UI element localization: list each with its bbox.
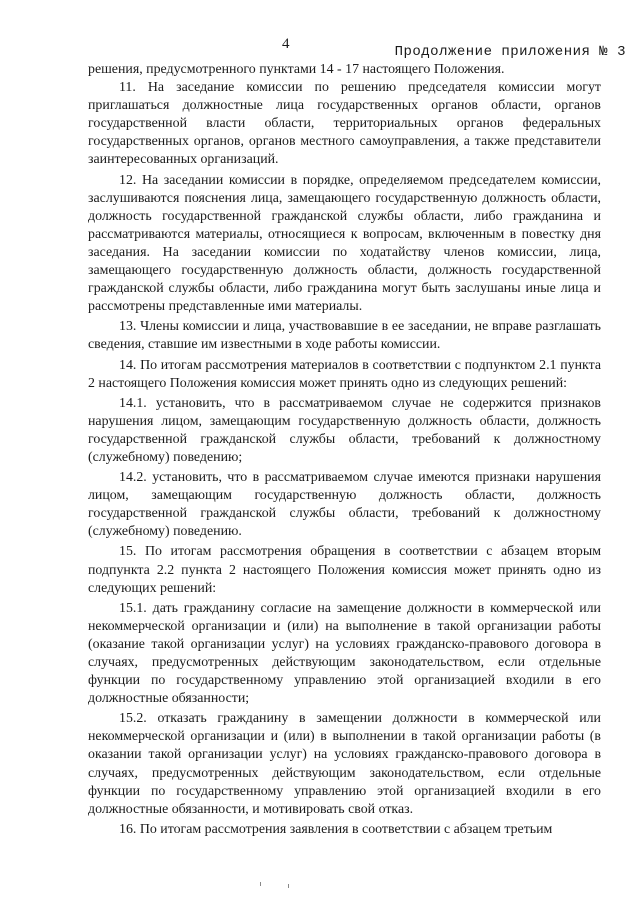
- paragraph-14-2: 14.2. установить, что в рассматриваемом случае имеются признаки нарушения лицом, замещающим государственную должность области, должность государственной гражданской службы области, требований к должностному (служебному) поведению.: [88, 470, 601, 540]
- document-body: [88, 61, 601, 839]
- paragraph-14: 14. По итогам рассмотрения материалов в соответствии с подпунктом 2.1 пункта 2 настоящего Положения комиссия может принять одно из следующих решений:: [88, 357, 601, 391]
- paragraph-15-2: 15.2. отказать гражданину в замещении должности в коммерческой или некоммерческой организации и (или) в выполнении в такой организации работы (в оказании такой организации услуг) на условиях гражданско-правового договора в случаях, предусмотренных действующим законодательством, если отдельные функции по государственному управлению этой организацией входили в его должностные обязанности, и мотивировать свой отказ.: [88, 711, 601, 817]
- paragraph-13: 13. Члены комиссии и лица, участвовавшие в ее заседании, не вправе разглашать сведения, ставшие им известными в ходе работы комиссии.: [88, 319, 601, 353]
- paragraph-11: 11. На заседание комиссии по решению председателя комиссии могут приглашаться должностные лица государственных органов области, органов государственной власти области, территориальных органов федеральных государственных органов, органов местного самоуправления, а также представители заинтересованных организаций.: [88, 80, 601, 168]
- paragraph-15-1: 15.1. дать гражданину согласие на замещение должности в коммерческой или некоммерческой организации и (или) на выполнение в такой организации работы (оказание такой организации услуг) на условиях гражданско-правового договора в случаях, предусмотренных действующим законодательством, если отдельные функции по государственному управлению этой организацией входили в его должностные обязанности;: [88, 600, 601, 707]
- paragraph-12: 12. На заседании комиссии в порядке, определяемом председателем комиссии, заслушиваются пояснения лица, замещающего государственную должность области, должность государственной гражданской службы области, либо гражданина и рассматриваются материалы, относящиеся к вопросам, включенным в повестку дня заседания. На заседании комиссии по ходатайству членов комиссии, лица, замещающего государственную должность области, должность государственной гражданской службы области, либо гражданина могут быть заслушаны иные лица и рассмотрены представленные ими материалы.: [88, 172, 601, 315]
- paragraph-continuation: решения, предусмотренного пунктами 14 - 17 настоящего Положения.: [88, 62, 505, 77]
- page-number: 4: [282, 36, 290, 52]
- scan-artifact-marks: [258, 882, 298, 890]
- appendix-continuation-note: Продолжение приложения № 3: [394, 44, 626, 60]
- paragraph-16: 16. По итогам рассмотрения заявления в соответствии с абзацем третьим: [119, 821, 553, 837]
- paragraph-14-1: 14.1. установить, что в рассматриваемом случае не содержится признаков нарушения лицом, замещающим государственную должность области, должность государственной гражданской службы области, требований к должностному (служебному) поведению;: [88, 395, 601, 465]
- paragraph-15: 15. По итогам рассмотрения обращения в соответствии с абзацем вторым подпункта 2.2 пункта 2 настоящего Положения комиссия может принять одно из следующих решений:: [88, 544, 601, 596]
